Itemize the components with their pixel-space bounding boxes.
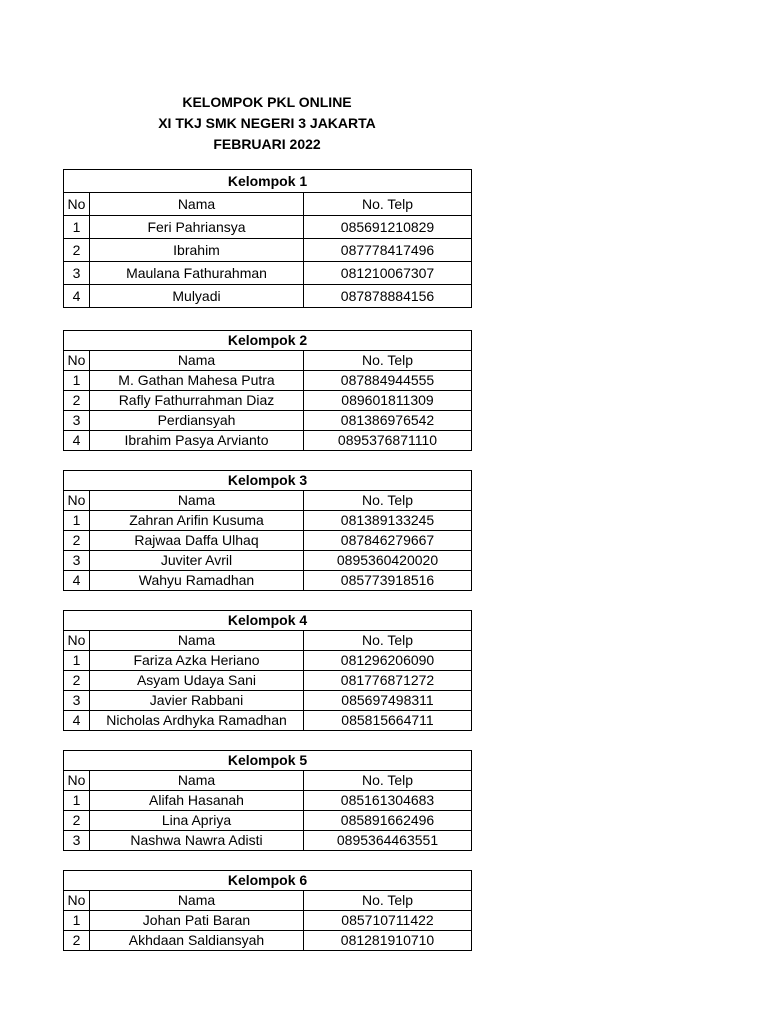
- cell-no: 3: [64, 691, 90, 711]
- cell-no: 1: [64, 791, 90, 811]
- group-title: Kelompok 4: [64, 611, 472, 631]
- table-row: [64, 811, 472, 831]
- cell-nama: Lina Apriya: [90, 811, 304, 831]
- cell-no: 2: [64, 391, 90, 411]
- cell-nama: Ibrahim: [90, 239, 304, 262]
- cell-no: 4: [64, 711, 90, 731]
- column-header-telp: No. Telp: [304, 771, 472, 791]
- cell-no: 2: [64, 531, 90, 551]
- cell-nama: Johan Pati Baran: [90, 911, 304, 931]
- group-table-2: [63, 330, 472, 451]
- cell-nama: Mulyadi: [90, 285, 304, 308]
- group-table-1: [63, 169, 472, 308]
- header-title: KELOMPOK PKL ONLINE: [182, 94, 352, 110]
- column-header-telp: No. Telp: [304, 891, 472, 911]
- group-table-6: [63, 870, 472, 951]
- cell-no: 1: [64, 216, 90, 239]
- cell-nama: Akhdaan Saldiansyah: [90, 931, 304, 951]
- table-row: [64, 391, 472, 411]
- cell-nama: Fariza Azka Heriano: [90, 651, 304, 671]
- cell-no: 3: [64, 551, 90, 571]
- cell-no: 2: [64, 811, 90, 831]
- cell-no: 2: [64, 239, 90, 262]
- table-row: [64, 531, 472, 551]
- table-row: [64, 371, 472, 391]
- cell-no: 3: [64, 411, 90, 431]
- document-header: [64, 92, 470, 155]
- group-title: Kelompok 6: [64, 871, 472, 891]
- group-title: Kelompok 2: [64, 331, 472, 351]
- table-row: [64, 551, 472, 571]
- column-header-nama: Nama: [90, 351, 304, 371]
- cell-no: 2: [64, 671, 90, 691]
- cell-no: 2: [64, 931, 90, 951]
- cell-nama: Ibrahim Pasya Arvianto: [90, 431, 304, 451]
- cell-telp: 0895376871110: [304, 431, 472, 451]
- column-header-no: No: [64, 351, 90, 371]
- table-row: [64, 651, 472, 671]
- group-table-4: [63, 610, 472, 731]
- cell-telp: 085891662496: [304, 811, 472, 831]
- cell-telp: 081210067307: [304, 262, 472, 285]
- table-row: [64, 791, 472, 811]
- group-title: Kelompok 1: [64, 170, 472, 193]
- cell-nama: Wahyu Ramadhan: [90, 571, 304, 591]
- cell-telp: 085161304683: [304, 791, 472, 811]
- cell-nama: Rajwaa Daffa Ulhaq: [90, 531, 304, 551]
- cell-telp: 087778417496: [304, 239, 472, 262]
- cell-telp: 087846279667: [304, 531, 472, 551]
- column-header-telp: No. Telp: [304, 193, 472, 216]
- cell-nama: Zahran Arifin Kusuma: [90, 511, 304, 531]
- cell-nama: M. Gathan Mahesa Putra: [90, 371, 304, 391]
- table-row: [64, 431, 472, 451]
- table-row: [64, 511, 472, 531]
- table-row: [64, 671, 472, 691]
- cell-no: 1: [64, 511, 90, 531]
- cell-telp: 0895364463551: [304, 831, 472, 851]
- cell-telp: 081281910710: [304, 931, 472, 951]
- cell-no: 4: [64, 285, 90, 308]
- cell-nama: Maulana Fathurahman: [90, 262, 304, 285]
- column-header-nama: Nama: [90, 771, 304, 791]
- cell-nama: Alifah Hasanah: [90, 791, 304, 811]
- cell-telp: 085697498311: [304, 691, 472, 711]
- cell-telp: 087878884156: [304, 285, 472, 308]
- cell-no: 4: [64, 571, 90, 591]
- cell-nama: Feri Pahriansya: [90, 216, 304, 239]
- column-header-telp: No. Telp: [304, 351, 472, 371]
- column-header-nama: Nama: [90, 891, 304, 911]
- cell-telp: 089601811309: [304, 391, 472, 411]
- cell-no: 1: [64, 371, 90, 391]
- column-header-nama: Nama: [90, 631, 304, 651]
- cell-telp: 085691210829: [304, 216, 472, 239]
- cell-telp: 081386976542: [304, 411, 472, 431]
- group-table-3: [63, 470, 472, 591]
- cell-nama: Rafly Fathurrahman Diaz: [90, 391, 304, 411]
- table-row: [64, 262, 472, 285]
- table-row: [64, 285, 472, 308]
- table-row: [64, 216, 472, 239]
- cell-no: 3: [64, 262, 90, 285]
- group-table-5: [63, 750, 472, 851]
- table-row: [64, 411, 472, 431]
- table-row: [64, 239, 472, 262]
- header-date: FEBRUARI 2022: [213, 136, 321, 152]
- column-header-nama: Nama: [90, 491, 304, 511]
- column-header-no: No: [64, 491, 90, 511]
- header-class-school: XI TKJ SMK NEGERI 3 JAKARTA: [158, 115, 376, 131]
- column-header-telp: No. Telp: [304, 491, 472, 511]
- cell-no: 1: [64, 651, 90, 671]
- group-title: Kelompok 5: [64, 751, 472, 771]
- column-header-nama: Nama: [90, 193, 304, 216]
- column-header-no: No: [64, 771, 90, 791]
- cell-telp: 081296206090: [304, 651, 472, 671]
- table-row: [64, 711, 472, 731]
- cell-nama: Javier Rabbani: [90, 691, 304, 711]
- column-header-no: No: [64, 891, 90, 911]
- cell-telp: 087884944555: [304, 371, 472, 391]
- cell-nama: Asyam Udaya Sani: [90, 671, 304, 691]
- column-header-no: No: [64, 631, 90, 651]
- cell-telp: 0895360420020: [304, 551, 472, 571]
- table-row: [64, 911, 472, 931]
- cell-nama: Juviter Avril: [90, 551, 304, 571]
- cell-no: 4: [64, 431, 90, 451]
- cell-telp: 081776871272: [304, 671, 472, 691]
- cell-telp: 085773918516: [304, 571, 472, 591]
- cell-nama: Nashwa Nawra Adisti: [90, 831, 304, 851]
- table-row: [64, 931, 472, 951]
- column-header-telp: No. Telp: [304, 631, 472, 651]
- cell-no: 1: [64, 911, 90, 931]
- cell-nama: Perdiansyah: [90, 411, 304, 431]
- cell-telp: 085710711422: [304, 911, 472, 931]
- table-row: [64, 691, 472, 711]
- column-header-no: No: [64, 193, 90, 216]
- cell-telp: 081389133245: [304, 511, 472, 531]
- cell-telp: 085815664711: [304, 711, 472, 731]
- cell-no: 3: [64, 831, 90, 851]
- table-row: [64, 571, 472, 591]
- group-title: Kelompok 3: [64, 471, 472, 491]
- cell-nama: Nicholas Ardhyka Ramadhan: [90, 711, 304, 731]
- table-row: [64, 831, 472, 851]
